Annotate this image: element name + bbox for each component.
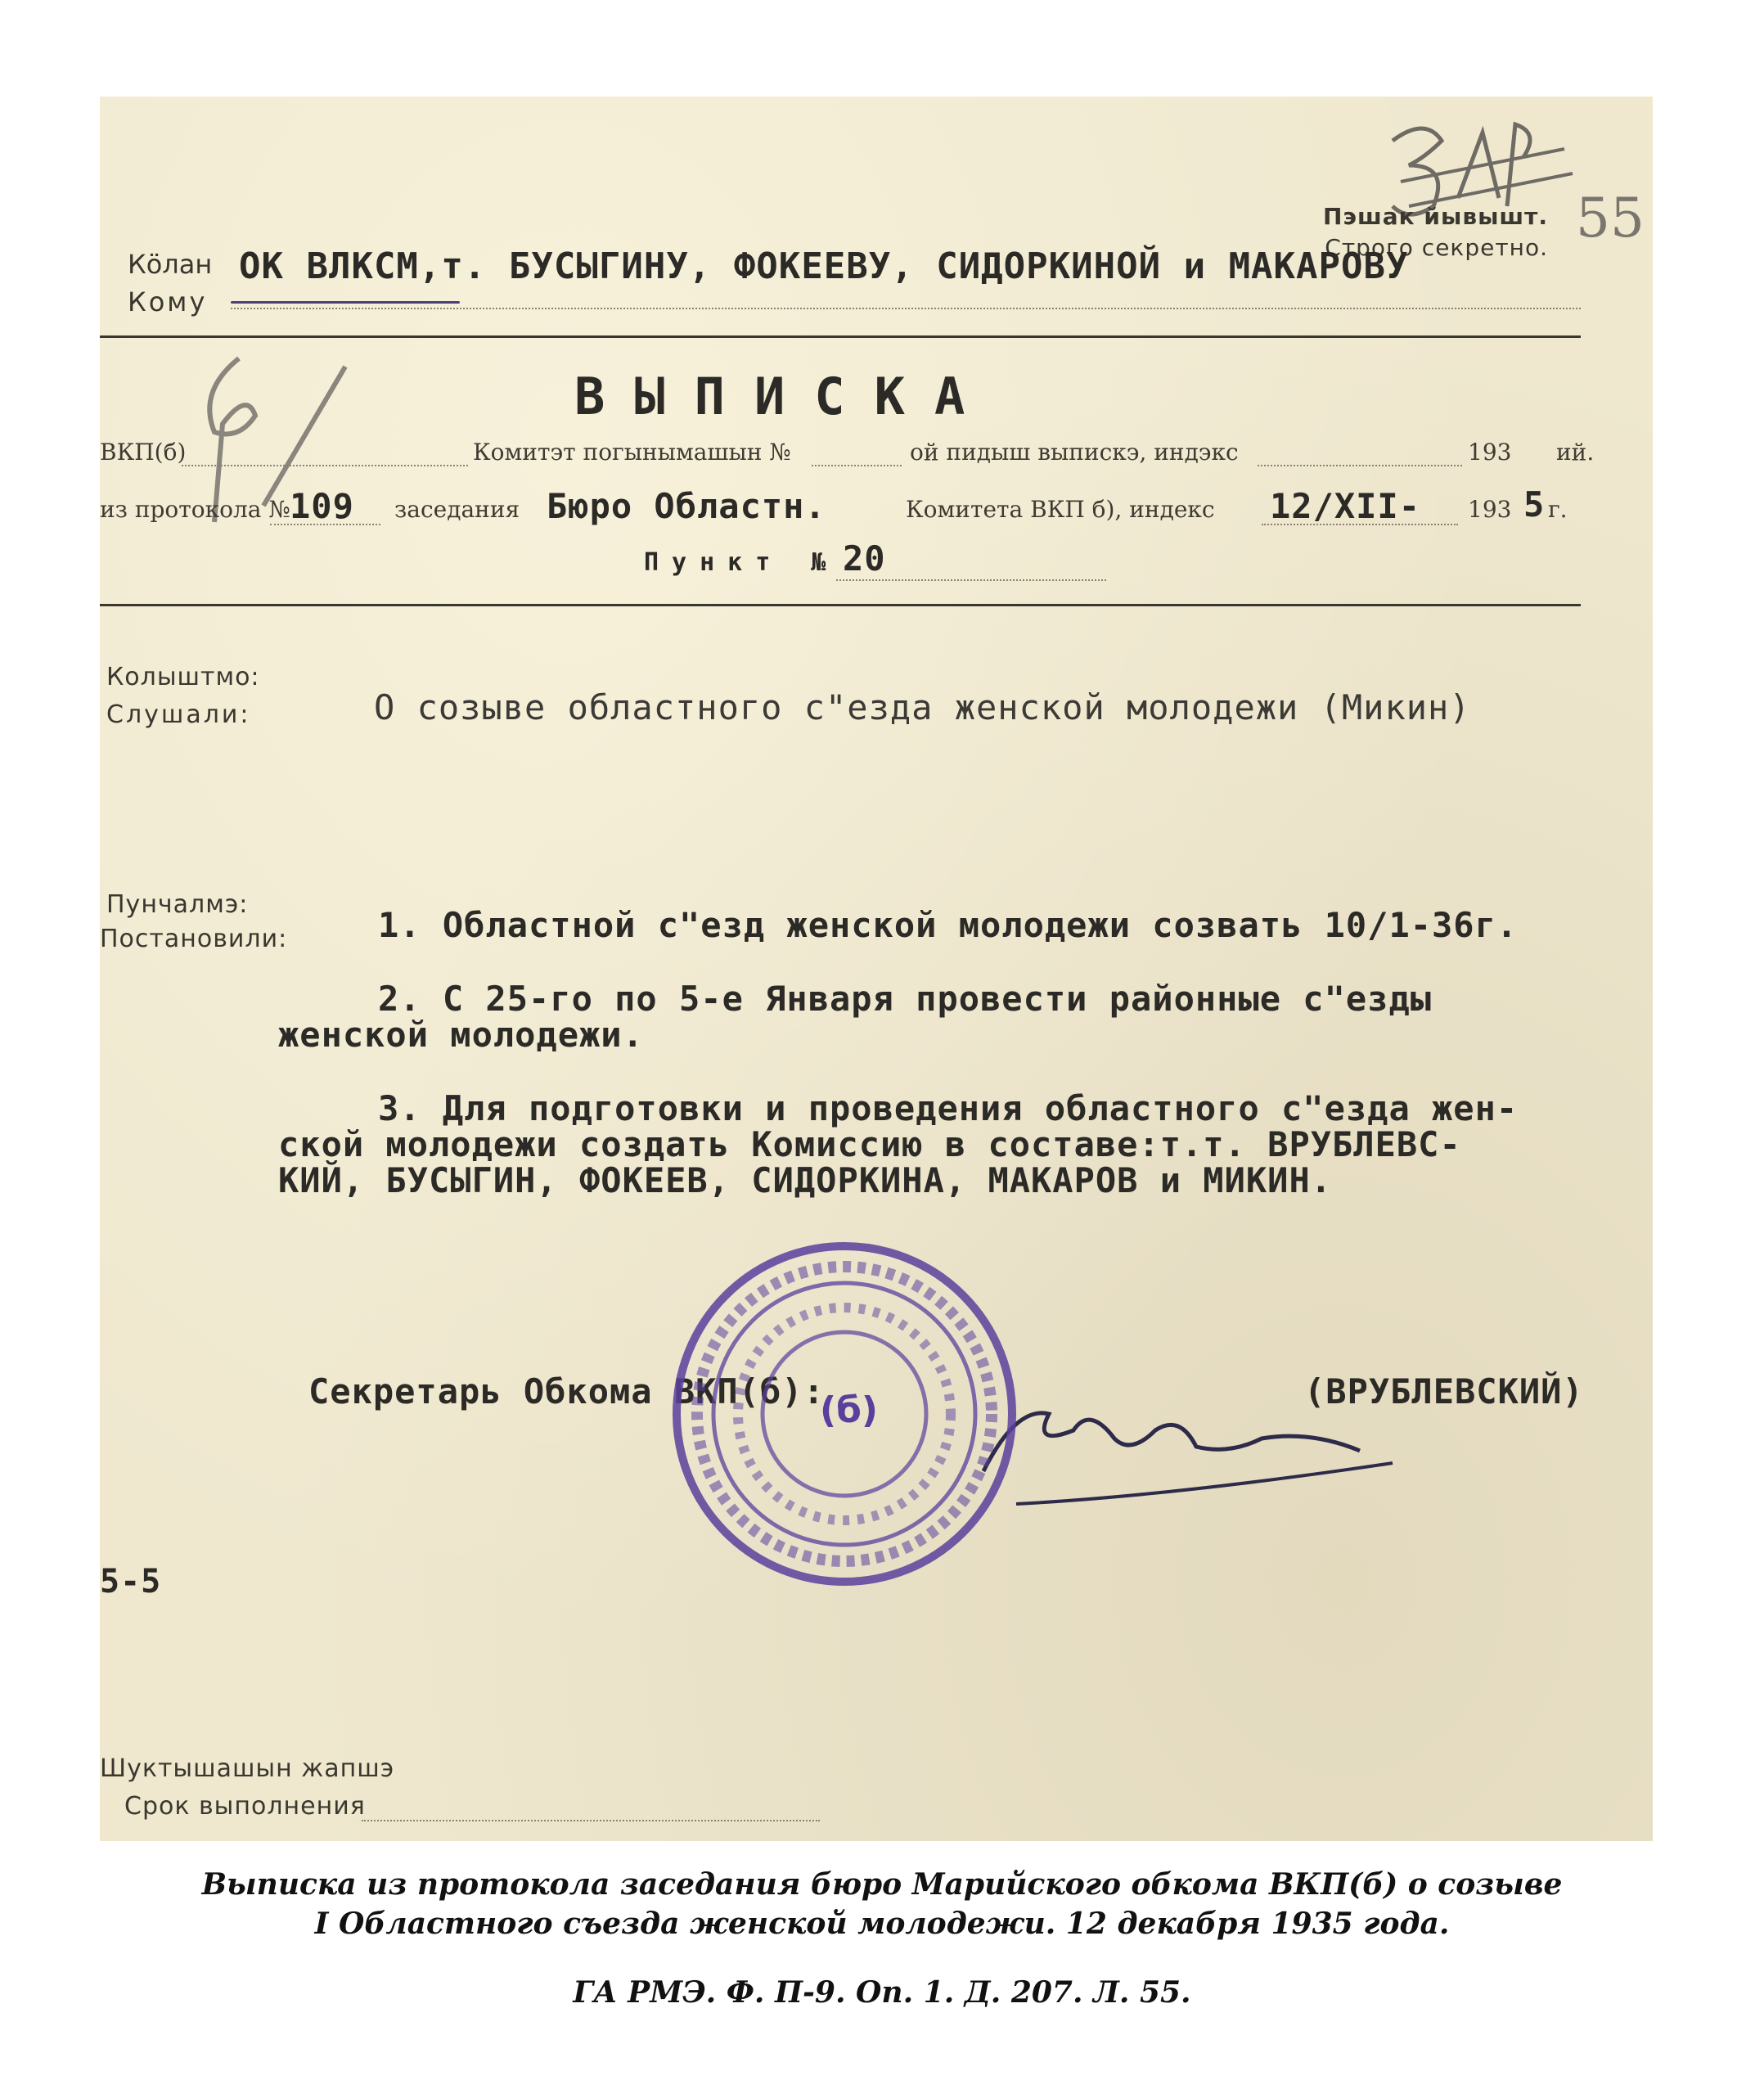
form2-label-committee: Комитета ВКП б), индекс <box>906 496 1215 523</box>
top-rule <box>100 335 1581 338</box>
heard-label-mari: Колыштмо: <box>106 663 260 691</box>
caption-source: ГА РМЭ. Ф. П-9. Оп. 1. Д. 207. Л. 55. <box>573 1975 1191 2010</box>
handwritten-corner-number: 55 <box>1576 187 1645 250</box>
protocol-index: 12/XII- <box>1270 486 1421 526</box>
left-margin-code: 5-5 <box>100 1563 162 1601</box>
addressee-label-russian: Кому <box>128 286 208 317</box>
resolution-item-3-line-2: ской молодежи создать Комиссию в составе:т.т. ВРУБЛЕВС- <box>278 1124 1461 1164</box>
deadline-label-russian: Срок выполнения <box>124 1792 366 1821</box>
form2-prefix: из протокола № <box>100 496 290 523</box>
caption-line-2: I Областного съезда женской молодежи. 12 декабря 1935 года. <box>314 1907 1450 1941</box>
deadline-label-mari: Шуктышашын жапшэ <box>100 1754 395 1783</box>
resolution-item-3-line-3: КИЙ, БУСЫГИН, ФОКЕЕВ, СИДОРКИНА, МАКАРОВ и МИКИН. <box>278 1160 1333 1200</box>
ink-underline <box>231 301 460 304</box>
form1-year-prefix: 193 <box>1468 439 1512 466</box>
heard-text: О созыве областного с"езда женской молодежи (Микин) <box>374 687 1471 727</box>
resolution-item-2-line-1: 2. С 25-го по 5-е Января провести районные с"езды <box>378 979 1433 1019</box>
form2-year-suffix: г. <box>1548 496 1568 523</box>
document-heading: ВЫПИСКА <box>574 367 995 426</box>
form2-year-prefix: 193 <box>1468 496 1512 523</box>
addressee-value: ОК ВЛКСМ,т. БУСЫГИНУ, ФОКЕЕВУ, СИДОРКИНОЙ и МАКАРОВУ <box>239 245 1409 287</box>
form1-part1: Комитэт погынымашын № <box>473 439 791 466</box>
form1-part2: ой пидыш выпискэ, индэкс <box>910 439 1239 466</box>
meeting-body: Бюро Областн. <box>547 486 826 526</box>
addressee-label-mari: Кӧлан <box>128 249 213 280</box>
form1-year-suffix: ий. <box>1556 439 1595 466</box>
resolved-label-russian: Постановили: <box>100 925 288 953</box>
punkt-value: 20 <box>843 538 886 579</box>
resolution-item-1-line-1: 1. Областной с"езд женской молодежи созвать 10/1-36г. <box>378 905 1519 945</box>
caption-line-1: Выписка из протокола заседания бюро Марийского обкома ВКП(б) о созыве <box>201 1867 1563 1902</box>
stamp-center-text: (б) <box>820 1389 878 1431</box>
signature-name: (ВРУБЛЕВСКИЙ) <box>1304 1371 1584 1411</box>
secrecy-russian: Строго секретно. <box>1325 234 1548 261</box>
punkt-label: Пункт № <box>644 548 839 577</box>
resolution-item-2-line-2: женской молодежи. <box>278 1015 644 1055</box>
handwritten-signature <box>967 1373 1425 1512</box>
heard-label-russian: Слушали: <box>106 700 251 729</box>
form2-label-meeting: заседания <box>394 496 520 523</box>
form2-year-digit: 5 <box>1523 484 1546 525</box>
signature-label: Секретарь Обкома ВКП(б): <box>308 1371 825 1411</box>
resolution-item-3-line-1: 3. Для подготовки и проведения областного с"езда жен- <box>378 1088 1519 1128</box>
form1-prefix: ВКП(б) <box>100 439 187 466</box>
protocol-number: 109 <box>290 486 354 526</box>
resolved-label-mari: Пунчалмэ: <box>106 890 249 919</box>
mid-rule <box>100 604 1581 606</box>
secrecy-mari: Пэшак йывышт. <box>1323 203 1548 230</box>
archival-document <box>100 97 1653 1841</box>
